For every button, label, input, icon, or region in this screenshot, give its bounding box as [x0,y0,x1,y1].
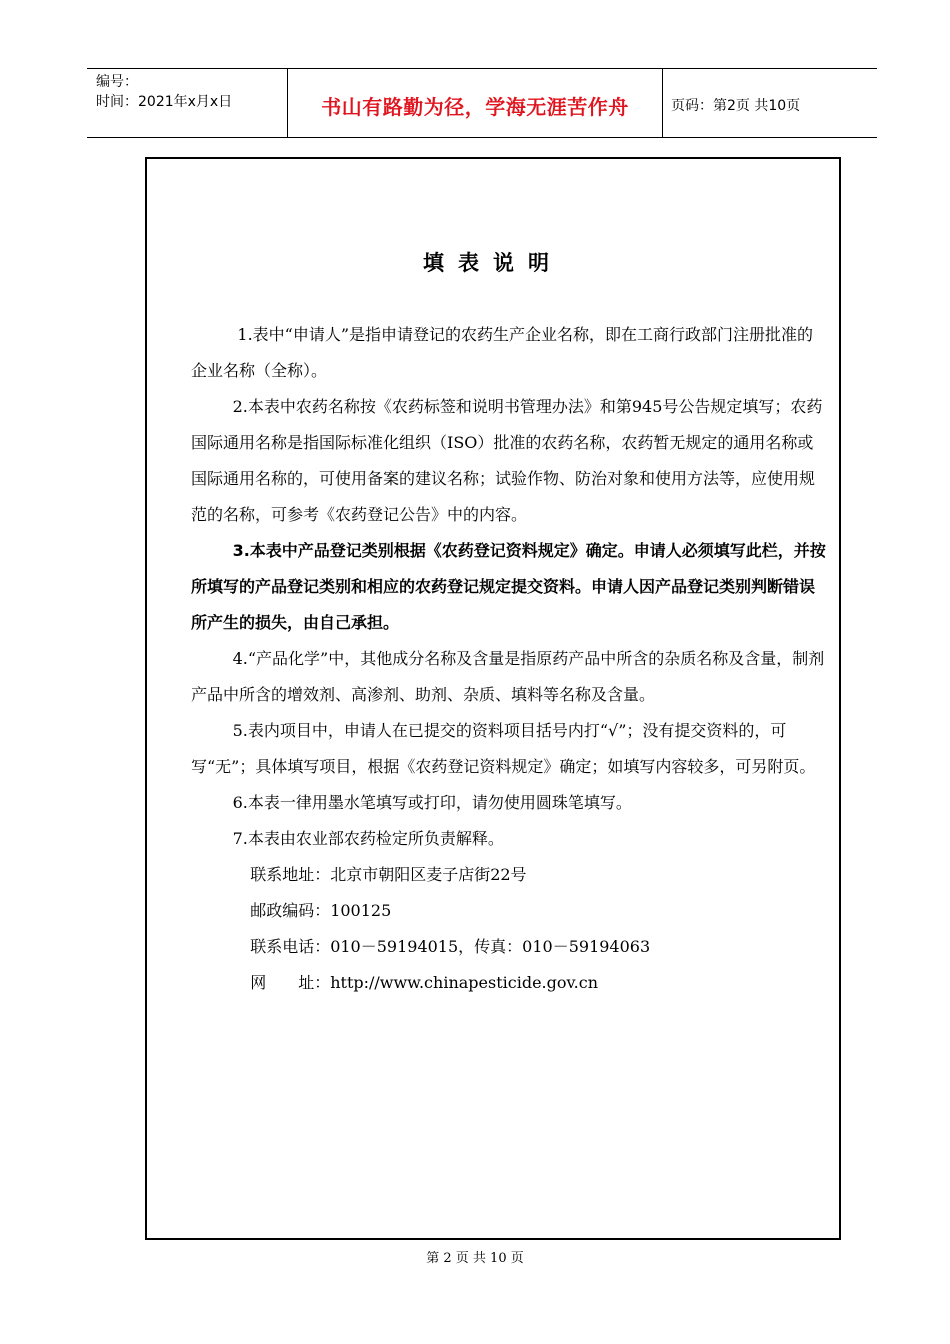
doc-time: 时间：2021年x月x日 [96,94,233,110]
header-meta [87,69,287,137]
instruction-item-4: 4.“产品化学”中，其他成分名称及含量是指原药产品中所含的杂质名称及含量，制剂产品中所含的增效剂、高渗剂、助剂、杂质、填料等名称及含量。 [191,649,825,704]
page-title: 填表说明 [423,251,563,275]
instruction-item-1: 1.表中“申请人”是指申请登记的农药生产企业名称，即在工商行政部门注册批准的企业名称（全称）。 [191,325,814,380]
motto: 书山有路勤为径，学海无涯苦作舟 [321,95,629,119]
page-info: 页码：第2页 共10页 [671,98,801,114]
instructions-content [191,317,827,1001]
contact-phone: 联系电话：010－59194015，传真：010－59194063 [250,937,651,956]
form-instructions-box [145,157,841,1240]
header-motto-cell [287,69,663,137]
contact-address: 联系地址：北京市朝阳区麦子店街22号 [250,865,527,884]
instruction-item-3: 3.本表中产品登记类别根据《农药登记资料规定》确定。申请人必须填写此栏，并按所填写的产品登记类别和相应的农药登记规定提交资料。申请人因产品登记类别判断错误所产生的损失，由自己承担。 [191,541,826,632]
header-page-cell [662,69,877,137]
instruction-item-2: 2.本表中农药名称按《农药标签和说明书管理办法》和第945号公告规定填写；农药国际通用名称是指国际标准化组织（ISO）批准的农药名称，农药暂无规定的通用名称或国际通用名称的，可使用备案的建议名称；试验作物、防治对象和使用方法等，应使用规范的名称，可参考《农药登记公告》中的内容。 [191,397,823,524]
instruction-item-5: 5.表内项目中，申请人在已提交的资料项目括号内打“√”；没有提交资料的，可写“无”；具体填写项目，根据《农药登记资料规定》确定；如填写内容较多，可另附页。 [191,721,816,776]
page-header [87,68,877,138]
contact-postcode: 邮政编码：100125 [250,901,392,920]
instruction-item-6: 6.本表一律用墨水笔填写或打印，请勿使用圆珠笔填写。 [232,793,632,812]
contact-website [191,965,827,1001]
website-url[interactable]: 址：http://www.chinapesticide.gov.cn [298,973,598,992]
instruction-item-7: 7.本表由农业部农药检定所负责解释。 [232,829,504,848]
doc-number: 编号： [96,74,138,90]
page-footer: 第 2 页 共 10 页 [426,1251,524,1266]
website-label-part1: 网 [250,973,267,992]
